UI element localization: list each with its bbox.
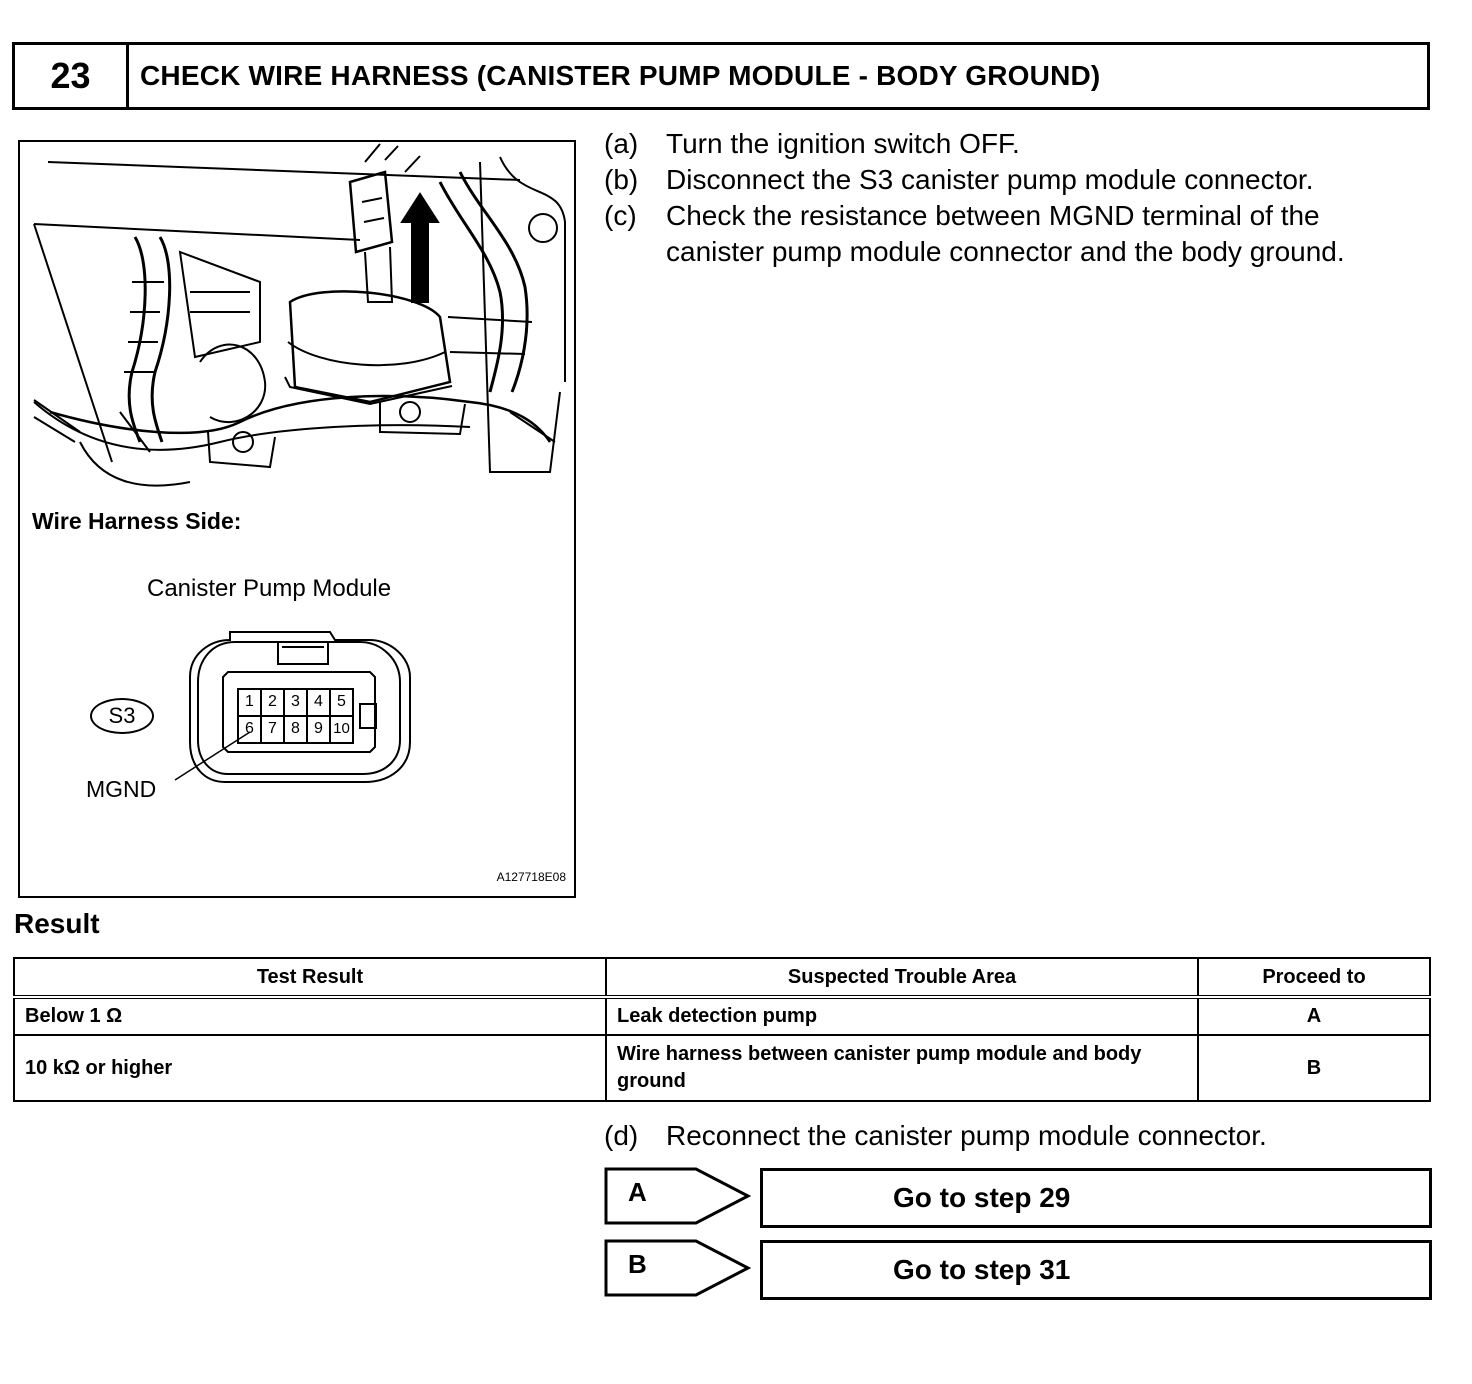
- instruction-text: Reconnect the canister pump module connector.: [666, 1120, 1267, 1151]
- header-suspected-area: Suspected Trouble Area: [606, 958, 1198, 997]
- trouble-area-cell: Leak detection pump: [606, 997, 1198, 1035]
- arrow-tag-icon: [604, 1167, 752, 1225]
- instruction-text: Turn the ignition switch OFF.: [666, 128, 1020, 159]
- pin-3: 3: [291, 693, 300, 710]
- instruction-mark: (a): [604, 128, 639, 159]
- connector-code-badge: S3: [90, 698, 154, 734]
- table-header-row: [14, 958, 1430, 997]
- pin-10: 10: [333, 720, 350, 737]
- instruction-mark: (c): [604, 200, 637, 231]
- go-to-step-29: Go to step 29: [760, 1168, 1432, 1228]
- pin-8: 8: [291, 720, 300, 737]
- table-row: [14, 1035, 1430, 1101]
- instruction-text: Check the resistance between MGND terminal of the: [666, 200, 1320, 231]
- module-label: Canister Pump Module: [147, 575, 392, 602]
- proceed-tag-label: A: [628, 1177, 647, 1207]
- instruction-b: [604, 162, 1313, 198]
- pin-4: 4: [314, 693, 323, 710]
- instruction-a: [604, 126, 1020, 162]
- step-header: [12, 42, 1430, 110]
- proceed-tag-a: [604, 1167, 752, 1225]
- wire-harness-side-label: Wire Harness Side:: [32, 508, 242, 534]
- step-title: CHECK WIRE HARNESS (CANISTER PUMP MODULE - BODY GROUND): [140, 60, 1101, 91]
- proceed-cell: A: [1198, 997, 1430, 1035]
- instruction-mark: (b): [604, 164, 639, 195]
- pin-2: 2: [268, 693, 277, 710]
- proceed-tag-b: [604, 1239, 752, 1297]
- proceed-tag-label: B: [628, 1249, 647, 1279]
- arrow-tag-icon: [604, 1239, 752, 1297]
- instruction-c-continuation: canister pump module connector and the body ground.: [666, 236, 1345, 267]
- result-table: [13, 957, 1431, 1102]
- result-heading: Result: [14, 908, 100, 939]
- header-proceed-to: Proceed to: [1198, 958, 1430, 997]
- pin-1: 1: [245, 693, 254, 710]
- pin-5: 5: [337, 693, 346, 710]
- table-row: [14, 997, 1430, 1035]
- pin-9: 9: [314, 720, 323, 737]
- instruction-c: [604, 198, 1320, 234]
- test-result-cell: Below 1 Ω: [14, 997, 606, 1035]
- header-test-result: Test Result: [14, 958, 606, 997]
- figure-code: A127718E08: [496, 870, 566, 884]
- pin-6: 6: [245, 720, 254, 737]
- instruction-text: Disconnect the S3 canister pump module connector.: [666, 164, 1314, 195]
- illustration-box: [18, 140, 576, 898]
- instruction-d: [604, 1118, 1267, 1154]
- instruction-mark: (d): [604, 1120, 639, 1151]
- pin-7: 7: [268, 720, 277, 737]
- go-to-step-31: Go to step 31: [760, 1240, 1432, 1300]
- proceed-cell: B: [1198, 1035, 1430, 1101]
- mgnd-terminal-label: MGND: [86, 776, 157, 802]
- test-result-cell: 10 kΩ or higher: [14, 1035, 606, 1101]
- trouble-area-cell: Wire harness between canister pump module and body ground: [606, 1035, 1198, 1101]
- step-number: 23: [15, 45, 129, 107]
